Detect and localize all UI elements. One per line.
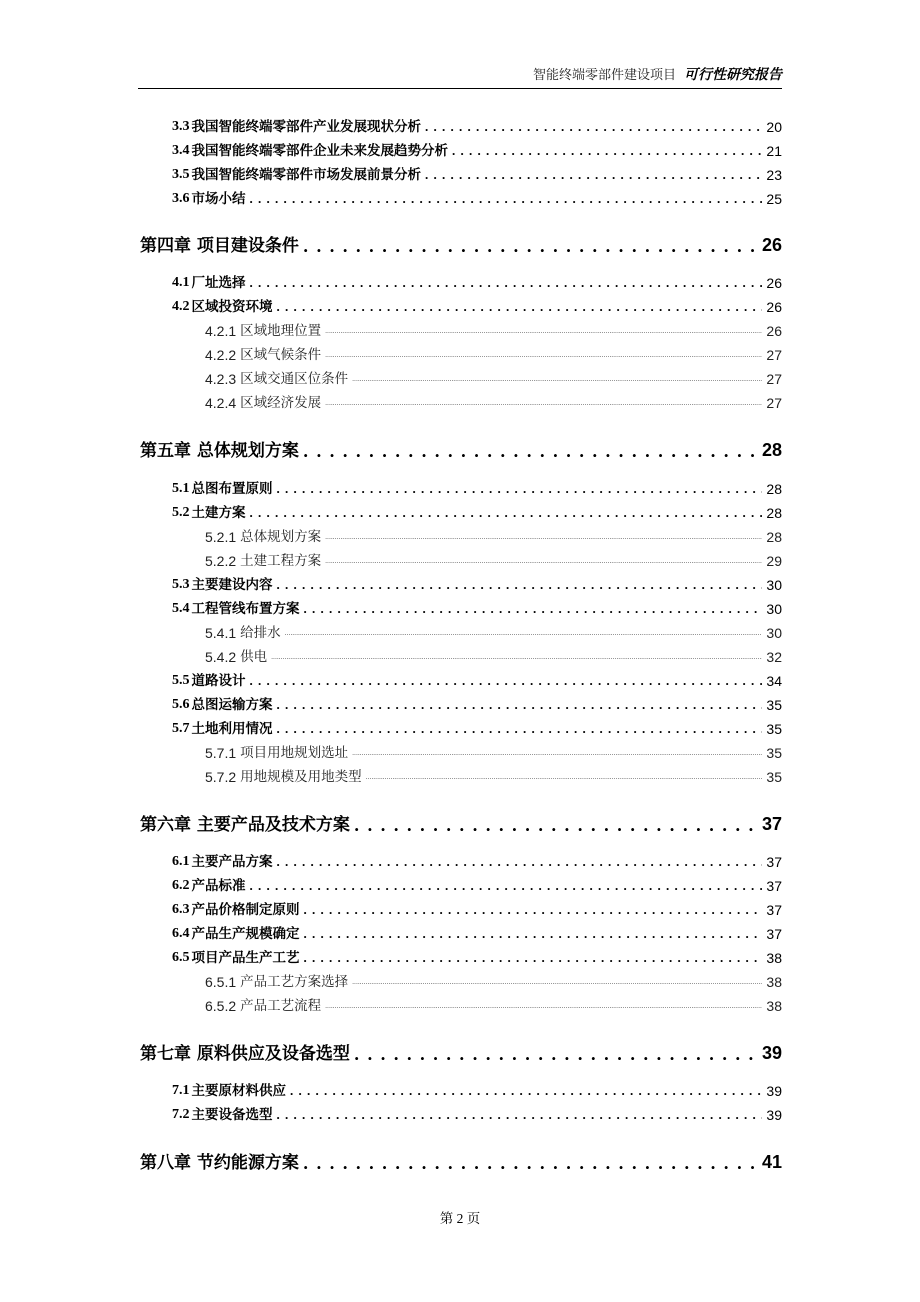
toc-entry-title: 用地规模及用地类型 <box>240 769 362 785</box>
toc-entry-number: 6.5.2 <box>205 998 237 1014</box>
toc-entry-page: 38 <box>766 950 782 966</box>
toc-chapter-entry[interactable] <box>140 1040 782 1064</box>
toc-entry-title: 厂址选择 <box>191 275 246 291</box>
toc-entry-number: 5.5 <box>172 673 190 688</box>
toc-subsection-entry[interactable] <box>205 525 782 545</box>
toc-entry-title: 项目用地规划选址 <box>240 745 349 761</box>
dot-leader <box>277 721 763 737</box>
toc-entry-title: 主要建设内容 <box>191 577 273 593</box>
toc-section-entry[interactable] <box>172 163 782 183</box>
toc-entry-title: 第五章 总体规划方案 <box>140 441 299 461</box>
dot-leader <box>250 505 763 521</box>
toc-entry-title: 主要设备选型 <box>191 1107 273 1123</box>
toc-entry-number: 4.2 <box>172 299 190 314</box>
dot-leader <box>425 119 762 135</box>
toc-section-entry[interactable] <box>172 693 782 713</box>
toc-entry-title: 土地利用情况 <box>191 721 273 737</box>
toc-entry-number: 7.2 <box>172 1107 190 1122</box>
toc-entry-number: 3.3 <box>172 119 190 134</box>
toc-entry-number: 5.3 <box>172 577 190 592</box>
toc-entry-title: 市场小结 <box>191 191 246 207</box>
toc-entry-page: 26 <box>766 299 782 315</box>
dot-leader <box>452 143 762 159</box>
toc-entry-number: 5.6 <box>172 697 190 712</box>
toc-subsection-entry[interactable] <box>205 621 782 641</box>
header-report-title: 可行性研究报告 <box>684 67 782 83</box>
toc-entry-title: 我国智能终端零部件企业未来发展趋势分析 <box>191 143 448 159</box>
toc-section-entry[interactable] <box>172 898 782 918</box>
dot-leader <box>277 577 763 593</box>
toc-entry-page: 41 <box>761 1152 782 1172</box>
dot-leader <box>277 854 763 870</box>
toc-entry-title: 产品生产规模确定 <box>191 926 300 942</box>
dot-leader <box>303 442 758 461</box>
toc-entry-page: 30 <box>766 625 782 641</box>
toc-entry-number: 4.1 <box>172 275 190 290</box>
toc-entry-number: 5.7.1 <box>205 745 237 761</box>
dot-leader <box>354 1045 758 1064</box>
toc-entry-number: 4.2.3 <box>205 371 237 387</box>
toc-entry-title: 产品标准 <box>191 878 246 894</box>
toc-entry-title: 产品工艺方案选择 <box>240 974 349 990</box>
toc-chapter-entry[interactable] <box>140 811 782 835</box>
toc-entry-number: 5.4.1 <box>205 625 237 641</box>
toc-entry-number: 6.5 <box>172 950 190 965</box>
dot-leader <box>290 1083 762 1099</box>
toc-entry-page: 27 <box>766 395 782 411</box>
toc-entry-number: 5.2 <box>172 505 190 520</box>
toc-section-entry[interactable] <box>172 271 782 291</box>
page-number: 第 2 页 <box>439 1211 481 1226</box>
toc-entry-page: 27 <box>766 371 782 387</box>
toc-entry-title: 产品价格制定原则 <box>191 902 300 918</box>
dot-leader <box>304 926 763 942</box>
dot-leader <box>352 373 762 387</box>
toc-entry-number: 7.1 <box>172 1083 190 1098</box>
toc-section-entry[interactable] <box>172 139 782 159</box>
toc-entry-title: 土建方案 <box>191 505 246 521</box>
dot-leader <box>277 1107 763 1123</box>
toc-entry-page: 29 <box>766 553 782 569</box>
toc-entry-number: 5.4 <box>172 601 190 616</box>
toc-entry-title: 项目产品生产工艺 <box>191 950 300 966</box>
dot-leader <box>277 299 763 315</box>
toc-subsection-entry[interactable] <box>205 367 782 387</box>
toc-entry-number: 3.6 <box>172 191 190 206</box>
toc-subsection-entry[interactable] <box>205 765 782 785</box>
toc-section-entry[interactable] <box>172 922 782 942</box>
toc-section-entry[interactable] <box>172 187 782 207</box>
toc-entry-title: 区域投资环境 <box>191 299 273 315</box>
dot-leader <box>285 627 763 641</box>
header-project-title: 智能终端零部件建设项目 <box>532 68 676 83</box>
toc-entry-page: 35 <box>766 745 782 761</box>
toc-section-entry[interactable] <box>172 1103 782 1123</box>
toc-entry-number: 5.7 <box>172 721 190 736</box>
toc-entry-title: 第七章 原料供应及设备选型 <box>140 1044 350 1064</box>
toc-entry-number: 3.5 <box>172 167 190 182</box>
dot-leader <box>325 531 762 545</box>
toc-entry-page: 23 <box>766 167 782 183</box>
toc-entry-title: 总图布置原则 <box>191 481 273 497</box>
dot-leader <box>277 697 763 713</box>
dot-leader <box>325 397 762 411</box>
toc-section-entry[interactable] <box>172 501 782 521</box>
toc-entry-page: 38 <box>766 974 782 990</box>
toc-entry-page: 35 <box>766 721 782 737</box>
toc-subsection-entry[interactable] <box>205 391 782 411</box>
toc-chapter-entry[interactable] <box>140 1149 782 1173</box>
dot-leader <box>325 555 762 569</box>
toc-entry-title: 区域地理位置 <box>240 323 322 339</box>
toc-entry-page: 30 <box>766 601 782 617</box>
toc-entry-title: 区域经济发展 <box>240 395 322 411</box>
toc-entry-page: 37 <box>761 814 782 834</box>
toc-subsection-entry[interactable] <box>205 319 782 339</box>
toc-section-entry[interactable] <box>172 115 782 135</box>
dot-leader <box>304 601 763 617</box>
dot-leader <box>271 651 762 665</box>
toc-entry-title: 总体规划方案 <box>240 529 322 545</box>
dot-leader <box>352 747 762 761</box>
dot-leader <box>366 771 763 785</box>
toc-entry-title: 第四章 项目建设条件 <box>140 236 299 256</box>
toc-entry-title: 供电 <box>240 649 268 665</box>
toc-entry-title: 主要原材料供应 <box>191 1083 286 1099</box>
toc-entry-title: 第六章 主要产品及技术方案 <box>140 815 350 835</box>
toc-entry-title: 主要产品方案 <box>191 854 273 870</box>
toc-section-entry[interactable] <box>172 717 782 737</box>
toc-entry-page: 28 <box>761 440 782 460</box>
toc-subsection-entry[interactable] <box>205 970 782 990</box>
dot-leader <box>250 673 763 689</box>
toc-section-entry[interactable] <box>172 295 782 315</box>
toc-section-entry[interactable] <box>172 477 782 497</box>
toc-chapter-entry[interactable] <box>140 232 782 256</box>
toc-entry-number: 3.4 <box>172 143 190 158</box>
toc-entry-number: 6.3 <box>172 902 190 917</box>
toc-entry-title: 给排水 <box>240 625 281 641</box>
toc-entry-page: 27 <box>766 347 782 363</box>
toc-entry-page: 28 <box>766 481 782 497</box>
toc-entry-page: 28 <box>766 529 782 545</box>
toc-subsection-entry[interactable] <box>205 645 782 665</box>
toc-entry-page: 39 <box>766 1083 782 1099</box>
toc-entry-title: 产品工艺流程 <box>240 998 322 1014</box>
toc-subsection-entry[interactable] <box>205 549 782 569</box>
toc-entry-page: 34 <box>766 673 782 689</box>
dot-leader <box>304 902 763 918</box>
toc-entry-page: 37 <box>766 854 782 870</box>
toc-entry-title: 第八章 节约能源方案 <box>140 1153 299 1173</box>
dot-leader <box>352 976 762 990</box>
dot-leader <box>304 950 763 966</box>
toc-entry-page: 35 <box>766 769 782 785</box>
toc-entry-page: 35 <box>766 697 782 713</box>
toc-subsection-entry[interactable] <box>205 994 782 1014</box>
toc-entry-number: 4.2.4 <box>205 395 237 411</box>
toc-entry-number: 6.1 <box>172 854 190 869</box>
toc-entry-page: 26 <box>766 323 782 339</box>
toc-entry-title: 工程管线布置方案 <box>191 601 300 617</box>
toc-entry-number: 5.2.1 <box>205 529 237 545</box>
toc-entry-title: 区域气候条件 <box>240 347 322 363</box>
toc-entry-page: 39 <box>766 1107 782 1123</box>
toc-subsection-entry[interactable] <box>205 741 782 761</box>
toc-entry-page: 28 <box>766 505 782 521</box>
toc-section-entry[interactable] <box>172 1079 782 1099</box>
dot-leader <box>425 167 762 183</box>
toc-entry-page: 20 <box>766 119 782 135</box>
dot-leader <box>325 1000 762 1014</box>
toc-entry-number: 4.2.1 <box>205 323 237 339</box>
toc-entry-title: 总图运输方案 <box>191 697 273 713</box>
toc-entry-page: 25 <box>766 191 782 207</box>
toc-entry-page: 37 <box>766 926 782 942</box>
toc-entry-number: 5.7.2 <box>205 769 237 785</box>
toc-entry-title: 道路设计 <box>191 673 246 689</box>
toc-entry-title: 我国智能终端零部件产业发展现状分析 <box>191 119 421 135</box>
toc-entry-page: 38 <box>766 998 782 1014</box>
dot-leader <box>277 481 763 497</box>
dot-leader <box>325 349 762 363</box>
toc-entry-number: 6.4 <box>172 926 190 941</box>
dot-leader <box>354 816 758 835</box>
toc-entry-page: 37 <box>766 902 782 918</box>
toc-section-entry[interactable] <box>172 573 782 593</box>
toc-section-entry[interactable] <box>172 597 782 617</box>
dot-leader <box>303 1154 758 1173</box>
toc-section-entry[interactable] <box>172 850 782 870</box>
toc-entry-number: 5.4.2 <box>205 649 237 665</box>
toc-entry-page: 26 <box>761 235 782 255</box>
toc-section-entry[interactable] <box>172 946 782 966</box>
toc-entry-page: 37 <box>766 878 782 894</box>
dot-leader <box>303 237 758 256</box>
toc-section-entry[interactable] <box>172 874 782 894</box>
toc-entry-number: 6.5.1 <box>205 974 237 990</box>
toc-entry-number: 5.1 <box>172 481 190 496</box>
dot-leader <box>250 878 763 894</box>
toc-entry-title: 我国智能终端零部件市场发展前景分析 <box>191 167 421 183</box>
toc-entry-number: 5.2.2 <box>205 553 237 569</box>
toc-entry-page: 21 <box>766 143 782 159</box>
dot-leader <box>250 191 763 207</box>
toc-entry-page: 30 <box>766 577 782 593</box>
toc-entry-page: 26 <box>766 275 782 291</box>
toc-entry-title: 土建工程方案 <box>240 553 322 569</box>
toc-subsection-entry[interactable] <box>205 343 782 363</box>
toc-chapter-entry[interactable] <box>140 437 782 461</box>
toc-entry-page: 32 <box>766 649 782 665</box>
dot-leader <box>250 275 763 291</box>
toc-section-entry[interactable] <box>172 669 782 689</box>
toc-entry-title: 区域交通区位条件 <box>240 371 349 387</box>
toc-entry-number: 6.2 <box>172 878 190 893</box>
toc-entry-number: 4.2.2 <box>205 347 237 363</box>
dot-leader <box>325 325 762 339</box>
toc-entry-page: 39 <box>761 1043 782 1063</box>
